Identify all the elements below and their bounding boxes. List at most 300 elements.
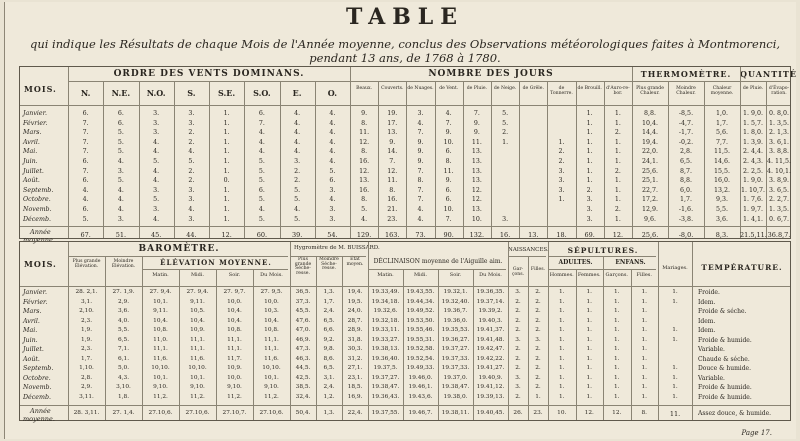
vents-cell: 0.	[223, 177, 230, 185]
jours-cell: 16.	[387, 196, 398, 204]
decl-cell: 19.33,27.	[371, 336, 400, 343]
jours-cell: 1.	[586, 177, 593, 185]
naiss-cell: 1.	[535, 393, 541, 400]
jours-cell: 1.	[614, 148, 621, 156]
vents-cell: 5.	[153, 196, 160, 204]
moyenne-label: Année	[30, 407, 51, 415]
jours-cell: 8.	[417, 177, 424, 185]
decl-cell: 19.36,27.	[441, 336, 470, 343]
hygro-cell: 47,6.	[295, 317, 311, 324]
thermo-cell: 15,5.	[713, 167, 731, 175]
thermo-cell: 16,0.	[713, 177, 731, 185]
sep-cell: 1.	[558, 365, 565, 371]
baro-col-header: Moindre Élévation.	[111, 259, 136, 269]
moyenne-label: Année	[30, 228, 51, 237]
vents-cell: 4.	[258, 206, 265, 213]
sep-cell: 1.	[613, 336, 620, 343]
jours-cell: 11.	[443, 167, 454, 175]
vents-cell: 2.	[188, 167, 195, 175]
jours-cell: 12.	[359, 167, 370, 175]
month-label: Décemb.	[23, 215, 52, 223]
decl-cell: 19.36,0.	[443, 317, 468, 324]
sep-cell: 1.	[558, 298, 565, 305]
baro-cell: 10,8.	[227, 327, 242, 333]
naiss-cell: 3.	[515, 374, 521, 381]
vents-cell: 3.	[188, 196, 195, 204]
column-divider	[519, 81, 520, 238]
baro-cell: 3,11.	[79, 393, 94, 400]
vents-cell: 3.	[153, 206, 160, 213]
vents-cell: 1.	[223, 186, 230, 194]
baro-cell: 3,1.	[80, 298, 93, 305]
sep-cell: 1.	[613, 317, 620, 324]
quantite-cell: 1. 3,5.	[768, 119, 790, 127]
decl-cell: 19.37,5.	[373, 365, 398, 371]
hygro-moyenne: 1,3.	[323, 410, 335, 416]
baro-cell: 3,10.	[116, 384, 131, 390]
naiss-cell: 2.	[535, 365, 541, 371]
baro-cell: 11,1.	[153, 346, 168, 352]
quantite-cell: 1. 10,7.	[740, 186, 766, 194]
sep-cell: 1.	[586, 298, 593, 305]
jours-cell: 19.	[387, 110, 398, 117]
vents-cell: 5.	[258, 167, 265, 175]
jours-col-header: de Pluie.	[466, 86, 488, 91]
baro-moyenne: 27.10,6.	[259, 410, 284, 416]
vents-col-header: N.O.	[146, 88, 166, 98]
row-divider	[20, 405, 790, 406]
jours-cell: 9.	[417, 148, 424, 156]
thermo-moyenne: -8,0.	[678, 231, 694, 240]
sep-cell: 1.	[558, 374, 565, 381]
temperature-cell: Chaude & séche.	[698, 355, 750, 363]
thermo-cell: 6,0.	[679, 186, 693, 194]
temperature-cell: Froide & humide.	[698, 384, 752, 391]
thermo-cell: 3,6.	[715, 215, 729, 223]
thermo-cell: 17,2.	[641, 196, 659, 204]
jours-cell: 1.	[586, 119, 593, 127]
jours-cell: 7.	[417, 167, 424, 175]
vents-cell: 4.	[258, 148, 265, 156]
vents-cell: 2.	[188, 129, 195, 137]
hygro-cell: 19,4.	[347, 289, 363, 295]
baro-cell: 1,7.	[80, 355, 93, 362]
jours-moyenne: 90.	[443, 231, 454, 240]
jours-cell: 6.	[445, 148, 452, 156]
jours-cell: 11.	[471, 138, 482, 146]
vents-cell: 3.	[153, 186, 160, 194]
jours-cell: 21.	[387, 206, 398, 213]
quantite-col-header: d'Évapo-ration.	[768, 86, 790, 96]
thermo-cell: 19,4.	[641, 138, 659, 146]
moyenne-label: moyenne.	[23, 415, 55, 423]
jours-cell: 11.	[359, 129, 370, 137]
jours-cell: 2.	[614, 167, 621, 175]
jours-cell: 7.	[417, 186, 424, 194]
vents-cell: 3.	[188, 119, 195, 127]
baro-cell: 11,1.	[264, 336, 279, 343]
vents-cell: 3.	[329, 206, 336, 213]
jours-cell: 1.	[558, 196, 565, 204]
sep-cell: 1.	[613, 365, 620, 371]
thermo-col-header: Moindre Chaleur.	[676, 86, 696, 96]
baro-cell: 9,10.	[227, 384, 242, 390]
baro-cell: 11,1.	[190, 346, 205, 352]
vents-col-header: S.O.	[253, 88, 271, 98]
quantite-cell: 0. 6,7.	[768, 215, 790, 223]
baro-cell: 3,6.	[117, 308, 130, 314]
naiss-cell: 2.	[515, 308, 521, 314]
sep-moyenne: 10.	[557, 410, 567, 416]
decl-cell: 19.33,11.	[371, 327, 400, 333]
quantite-col-header: de Pluie.	[742, 86, 764, 91]
jours-col-header: Couverts.	[381, 86, 404, 91]
vents-cell: 1.	[223, 148, 230, 156]
jours-cell: 2.	[558, 148, 565, 156]
mariages-cell: 1.	[672, 365, 678, 371]
adultes-title: ADULTES.	[558, 259, 593, 266]
vents-cell: 7.	[82, 167, 89, 175]
sep-cell: 1.	[613, 289, 620, 295]
sep-cell: 1.	[586, 384, 593, 390]
hygro-cell: 47,3.	[295, 346, 311, 352]
naiss-cell: 2.	[515, 365, 521, 371]
sep-cell: 1.	[586, 393, 593, 400]
month-label: Avril.	[23, 317, 40, 325]
vents-cell: 1.	[223, 129, 230, 137]
baro-cell: 27. 1,9.	[112, 289, 135, 295]
thermo-cell: 24,1.	[641, 158, 659, 165]
sep-cell: 1.	[613, 308, 620, 314]
jours-cell: 8.	[361, 196, 368, 204]
decl-cell: 19.38,13.	[371, 346, 400, 352]
baro-cell: 2,8.	[80, 374, 93, 381]
decl-cell: 19.37,27.	[371, 374, 400, 381]
baro-cell: 10,4.	[190, 317, 205, 324]
quantite-cell: 1. 3,9.	[742, 138, 764, 146]
quantite-cell: 4. 10,1.	[766, 167, 792, 175]
vents-cell: 6.	[258, 186, 265, 194]
hygro-cell: 16,9.	[347, 393, 363, 400]
thermo-cell: 2,8.	[679, 148, 693, 156]
vents-cell: 4.	[329, 129, 336, 137]
sep-cell: 1.	[613, 384, 620, 390]
vents-cell: 4.	[294, 138, 301, 146]
sep-cell: 1.	[586, 317, 593, 324]
hygro-cell: 30,3.	[347, 346, 363, 352]
sep-cell: 1.	[641, 393, 648, 400]
hygro-cell: 32,4.	[295, 393, 311, 400]
jours-col-header: de Grêle.	[522, 86, 544, 91]
hygro-cell: 19,5.	[347, 298, 363, 305]
vents-cell: 4.	[294, 129, 301, 137]
elev-col-header: Midi.	[190, 272, 205, 278]
jours-cell: 1.	[614, 119, 621, 127]
mois-header: MOIS.	[24, 84, 57, 94]
vents-cell: 3.	[188, 215, 195, 223]
baro-moyenne: 27. 1,4.	[112, 410, 135, 416]
hygro-cell: 2,4.	[323, 384, 335, 390]
baro-cell: 10,10.	[262, 365, 281, 371]
mariages-title: Mariages.	[662, 265, 688, 271]
elev-col-header: Soir.	[228, 272, 241, 278]
decl-cell: 19.43,6.	[408, 393, 433, 400]
jours-cell: 8.	[445, 158, 452, 165]
jours-moyenne: 13.	[528, 231, 539, 240]
jours-cell: 1.	[502, 138, 509, 146]
month-label: Octobre.	[23, 196, 51, 204]
vents-col-header: S.	[187, 88, 196, 98]
baro-cell: 2,3.	[80, 346, 93, 352]
vents-cell: 1.	[223, 215, 230, 223]
decl-cell: 19.46,1.	[408, 384, 433, 390]
baro-cell: 10,0.	[227, 374, 242, 381]
decl-cell: 19.36,43.	[371, 393, 400, 400]
page-number: Page 17.	[741, 429, 772, 437]
sep-cell: 1.	[586, 336, 593, 343]
baro-cell: 10,0.	[227, 298, 242, 305]
thermo-cell: 12,9.	[641, 206, 659, 213]
hygro-cell: 45,5.	[295, 308, 311, 314]
jours-cell: 13.	[471, 148, 482, 156]
decl-cell: 19.38,0.	[443, 393, 468, 400]
sep-cell: 1.	[613, 346, 620, 352]
vents-cell: 1.	[223, 206, 230, 213]
vents-cell: 4.	[294, 119, 301, 127]
baro-cell: 10,4.	[227, 308, 242, 314]
mariages-cell: 1.	[672, 289, 678, 295]
sep-col-header: Filles.	[636, 272, 652, 278]
decl-cell: 19.36,40.	[371, 355, 400, 362]
jours-cell: 8.	[361, 119, 368, 127]
quantite-cell: 1. 3,5.	[768, 206, 790, 213]
jours-cell: 9.	[417, 138, 424, 146]
vents-cell: 5.	[258, 158, 265, 165]
month-label: Janvier.	[23, 289, 47, 296]
decl-cell: 19.34,18.	[371, 298, 400, 305]
hygro-cell: 1,2.	[323, 393, 335, 400]
decl-col-header: Soir.	[449, 272, 462, 278]
sep-col-header: Femmes.	[577, 272, 601, 278]
baro-cell: 11,2.	[264, 393, 279, 400]
vents-cell: 5.	[153, 158, 160, 165]
baro-cell: 10,1.	[153, 298, 168, 305]
jours-cell: 7.	[417, 196, 424, 204]
row-divider	[20, 105, 790, 106]
vents-cell: 3.	[117, 215, 124, 223]
decl-cell: 19.41,12.	[476, 384, 505, 390]
jours-cell: 3.	[586, 215, 593, 223]
quantite-cell: 4. 11,5.	[766, 158, 792, 165]
hygro-col-header: Plus grande Séche-resse.	[294, 257, 312, 276]
vents-cell: 4.	[329, 138, 336, 146]
thermo-cell: 5,6.	[715, 129, 729, 137]
temperature-moyenne: Assez douce, & humide.	[698, 410, 772, 417]
row-divider	[68, 256, 288, 257]
sep-cell: 1.	[558, 355, 565, 362]
baro-cell: 4,0.	[117, 317, 130, 324]
sepultures-title: SÉPULTURES.	[567, 246, 639, 255]
baro-cell: 10,9.	[227, 365, 242, 371]
jours-cell: 3.	[417, 110, 424, 117]
mois-header: MOIS.	[24, 259, 57, 269]
month-label: Mai.	[23, 327, 38, 334]
quantite-moyenne: 21.5,11.	[740, 231, 767, 240]
jours-cell: 2.	[558, 158, 565, 165]
thermo-cell: 5,5.	[715, 206, 729, 213]
quantite-cell: 2. 2,7.	[768, 196, 790, 204]
vents-col-header: N.	[80, 88, 91, 98]
decl-cell: 19.35,53.	[441, 327, 470, 333]
hygro-cell: 44,5.	[295, 365, 311, 371]
baro-cell: 11,6.	[190, 355, 205, 362]
jours-moyenne: 16.	[499, 231, 511, 240]
vents-cell: 4.	[188, 148, 195, 156]
decl-cell: 19.36,7.	[443, 308, 468, 314]
temperature-cell: Idem.	[698, 317, 716, 325]
sep-col-header: Garçons.	[605, 272, 629, 278]
baro-cell: 10,1.	[264, 374, 279, 381]
month-label: Mars.	[23, 129, 42, 137]
thermo-cell: 25,6.	[641, 167, 659, 175]
decl-cell: 19.37,33.	[441, 355, 470, 362]
vents-cell: 4.	[117, 196, 124, 204]
sep-cell: 1.	[613, 374, 620, 381]
decl-cell: 19.32,1.	[443, 289, 468, 295]
thermo-col-header: Plus grande Chaleur.	[636, 86, 664, 96]
vents-cell: 6.	[82, 158, 89, 165]
jours-cell: 9.	[445, 177, 452, 185]
vents-cell: 7.	[82, 138, 89, 146]
sep-cell: 1.	[641, 317, 648, 324]
baro-cell: 10,3.	[264, 308, 279, 314]
vents-cell: 4.	[153, 167, 160, 175]
vents-cell: 4.	[82, 196, 89, 204]
baro-moyenne: 28. 3,11.	[73, 410, 100, 416]
vents-cell: 4.	[117, 206, 124, 213]
decl-cell: 19.52,58.	[406, 346, 435, 352]
jours-cell: 1.	[586, 138, 593, 146]
hygro-cell: 1,3.	[323, 289, 335, 295]
decl-cell: 19.33,49.	[371, 289, 400, 295]
vents-cell: 5.	[117, 148, 124, 156]
vents-cell: 5.	[82, 215, 89, 223]
quantite-cell: 0. 8,0.	[768, 110, 790, 117]
quantite-cell: 2. 2,5.	[742, 167, 764, 175]
thermo-cell: 7,7.	[715, 138, 729, 146]
baro-cell: 27. 9,7.	[223, 289, 246, 295]
month-label: Juin.	[23, 336, 38, 344]
month-label: Septemb.	[23, 186, 54, 194]
sep-cell: 1.	[586, 308, 593, 314]
vents-moyenne: 12.	[221, 231, 232, 240]
sep-cell: 1.	[613, 327, 620, 333]
jours-cell: 8.	[389, 186, 396, 194]
vents-cell: 1.	[223, 158, 230, 165]
row-divider	[20, 226, 790, 227]
jours-cell: 5.	[502, 119, 509, 127]
baro-cell: 11,2.	[227, 393, 242, 400]
row-divider	[548, 269, 656, 270]
thermo-cell: 25,1.	[641, 177, 659, 185]
vents-col-header: N.E.	[111, 88, 131, 98]
jours-cell: 9.	[473, 129, 480, 137]
sep-cell: 1.	[641, 289, 648, 295]
vents-cell: 4.	[294, 206, 301, 213]
jours-col-header: de Tonnerre.	[550, 86, 573, 96]
thermo-cell: 9,3.	[715, 196, 729, 204]
jours-cell: 1.	[614, 110, 621, 117]
quantite-cell: 3. 6,1.	[768, 138, 790, 146]
temperature-cell: Variable.	[698, 374, 725, 382]
jours-cell: 1.	[614, 215, 621, 223]
month-label: Octobre.	[23, 374, 51, 382]
month-label: Avril.	[23, 138, 40, 146]
thermo-col-header: Chaleur moyenne.	[710, 86, 734, 96]
vents-cell: 5.	[117, 138, 124, 146]
vents-cell: 4.	[153, 215, 160, 223]
naiss-cell: 2.	[535, 384, 541, 390]
elevation-title: ÉLÉVATION MOYENNE.	[160, 258, 272, 267]
decl-cell: 19.49,33.	[406, 365, 435, 371]
jours-cell: 13.	[471, 158, 482, 165]
baro-cell: 11,1.	[227, 346, 242, 352]
jours-cell: 1.	[586, 167, 593, 175]
sep-moyenne: 8.	[641, 410, 648, 416]
sep-cell: 1.	[613, 393, 620, 400]
vents-cell: 5.	[294, 196, 301, 204]
decl-col-header: Midi.	[413, 272, 428, 278]
vents-cell: 4.	[153, 148, 160, 156]
hygro-cell: 6,6.	[323, 327, 335, 333]
baro-cell: 11,6.	[264, 355, 279, 362]
baro-cell: 9,10.	[190, 384, 205, 390]
vents-moyenne: 44.	[186, 231, 197, 240]
baro-cell: 2,10.	[79, 308, 94, 314]
jours-title: NOMBRE DES JOURS	[428, 69, 554, 79]
quantite-cell: 1. 8,0.	[742, 129, 764, 137]
baro-cell: 10,0.	[264, 298, 279, 305]
jours-cell: 1.	[614, 138, 621, 146]
jours-cell: 7.	[445, 119, 452, 127]
mariages-cell: 1.	[672, 393, 678, 400]
vents-cell: 6.	[82, 110, 89, 117]
vents-cell: 7.	[82, 119, 89, 127]
decl-cell: 19.46,0.	[408, 374, 433, 381]
jours-cell: 12.	[359, 138, 370, 146]
thermo-cell: 10,4.	[641, 119, 659, 127]
hygro-cell: 27,1.	[347, 365, 363, 371]
barometre-title: BAROMÈTRE.	[138, 244, 220, 254]
decl-cell: 19.42,22.	[476, 355, 505, 362]
vents-cell: 2.	[294, 177, 301, 185]
row-divider	[68, 81, 790, 82]
vents-cell: 4.	[258, 138, 265, 146]
sep-cell: 1.	[558, 289, 565, 295]
jours-cell: 1.	[614, 196, 621, 204]
month-label: Mars.	[23, 308, 42, 315]
naiss-cell: 2.	[515, 393, 521, 400]
jours-cell: 4.	[445, 110, 452, 117]
vents-cell: 3.	[329, 215, 336, 223]
jours-moyenne: 18.	[556, 231, 567, 240]
decl-cell: 19.37,33.	[441, 365, 470, 371]
decl-cell: 19.37,14.	[476, 298, 505, 305]
hygro-cell: 24,0.	[347, 308, 363, 314]
jours-cell: 7.	[417, 129, 424, 137]
thermo-cell: 6,5.	[679, 158, 693, 165]
thermo-cell: 8,8.	[643, 110, 657, 117]
